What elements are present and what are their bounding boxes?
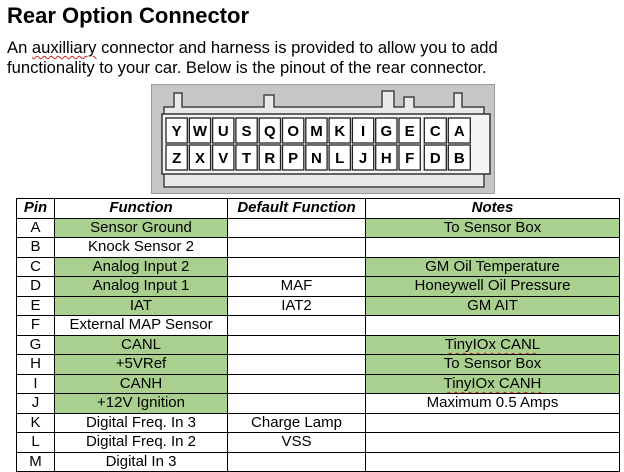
notes-cell: GM Oil Temperature xyxy=(366,257,620,277)
notes-cell xyxy=(366,433,620,453)
notes-text: TinyIOx CANH xyxy=(443,374,542,392)
default-function-cell: Charge Lamp xyxy=(228,413,366,433)
default-function-cell xyxy=(228,335,366,355)
pin-label-x: X xyxy=(194,150,205,167)
default-function-cell: VSS xyxy=(228,433,366,453)
default-function-cell xyxy=(228,355,366,375)
function-cell: Analog Input 1 xyxy=(55,277,228,297)
function-cell: Knock Sensor 2 xyxy=(55,238,228,258)
pin-label-f: F xyxy=(405,150,415,167)
table-row xyxy=(17,452,620,472)
function-cell: +5VRef xyxy=(55,355,228,375)
pin-label-p: P xyxy=(288,150,299,167)
notes-cell: Honeywell Oil Pressure xyxy=(366,277,620,297)
table-row xyxy=(17,316,620,336)
pin-label-d: D xyxy=(429,150,441,167)
default-function-cell: MAF xyxy=(228,277,366,297)
function-cell: Digital Freq. In 3 xyxy=(55,413,228,433)
connector-pinout-diagram xyxy=(151,84,495,194)
intro-line-2: functionality to your car. Below is the pinout of the rear connector. xyxy=(7,58,487,77)
function-cell: CANH xyxy=(55,374,228,394)
pin-label-r: R xyxy=(264,150,276,167)
pin-label-e: E xyxy=(404,123,415,140)
function-cell: External MAP Sensor xyxy=(55,316,228,336)
pin-cell: E xyxy=(17,296,55,316)
table-row xyxy=(17,257,620,277)
table-row xyxy=(17,355,620,375)
table-row xyxy=(17,394,620,414)
pin-label-z: Z xyxy=(172,150,182,167)
pin-label-l: L xyxy=(335,150,345,167)
table-row xyxy=(17,374,620,394)
header-pin: Pin xyxy=(17,199,55,219)
pin-label-n: N xyxy=(311,150,322,167)
table-row xyxy=(17,335,620,355)
function-cell: Digital Freq. In 2 xyxy=(55,433,228,453)
default-function-cell xyxy=(228,374,366,394)
intro-paragraph xyxy=(7,38,619,78)
notes-cell xyxy=(366,335,620,355)
pin-cell: M xyxy=(17,452,55,472)
pin-label-h: H xyxy=(380,150,392,167)
notes-cell xyxy=(366,452,620,472)
pin-label-v: V xyxy=(218,150,229,167)
notes-cell xyxy=(366,374,620,394)
pin-label-k: K xyxy=(334,123,346,140)
pin-label-q: Q xyxy=(264,123,276,140)
header-function: Function xyxy=(55,199,228,219)
default-function-cell xyxy=(228,257,366,277)
pin-cell: C xyxy=(17,257,55,277)
function-cell: Sensor Ground xyxy=(55,218,228,238)
default-function-cell xyxy=(228,452,366,472)
table-row xyxy=(17,238,620,258)
function-cell: +12V Ignition xyxy=(55,394,228,414)
intro-line-1-text: An auxilliary connector and harness is provided to allow you to add xyxy=(7,38,498,57)
table-row xyxy=(17,433,620,453)
pin-label-g: G xyxy=(380,123,393,140)
pin-label-u: U xyxy=(217,123,229,140)
pin-label-j: J xyxy=(358,150,368,167)
default-function-cell xyxy=(228,394,366,414)
table-row xyxy=(17,413,620,433)
misspelled-word: auxilliary xyxy=(31,38,97,57)
pinout-table xyxy=(16,198,620,472)
pin-label-c: C xyxy=(429,123,441,140)
pin-cell: D xyxy=(17,277,55,297)
table-header-row xyxy=(17,199,620,219)
header-notes: Notes xyxy=(366,199,620,219)
pin-cell: G xyxy=(17,335,55,355)
table-row xyxy=(17,277,620,297)
default-function-cell xyxy=(228,316,366,336)
pin-label-i: I xyxy=(360,123,366,140)
notes-cell xyxy=(366,413,620,433)
pin-cell: K xyxy=(17,413,55,433)
table-row xyxy=(17,218,620,238)
pin-label-a: A xyxy=(453,123,465,140)
pin-label-w: W xyxy=(192,123,208,140)
default-function-cell xyxy=(228,218,366,238)
pin-cell: L xyxy=(17,433,55,453)
function-cell: Analog Input 2 xyxy=(55,257,228,277)
pin-cell: J xyxy=(17,394,55,414)
notes-cell: GM AIT xyxy=(366,296,620,316)
table-row xyxy=(17,296,620,316)
pin-cell: F xyxy=(17,316,55,336)
function-cell: CANL xyxy=(55,335,228,355)
header-default-function: Default Function xyxy=(228,199,366,219)
pin-label-m: M xyxy=(310,123,323,140)
function-cell: IAT xyxy=(55,296,228,316)
pin-cell: I xyxy=(17,374,55,394)
notes-cell: Maximum 0.5 Amps xyxy=(366,394,620,414)
notes-cell: To Sensor Box xyxy=(366,218,620,238)
pin-label-t: T xyxy=(241,150,252,167)
pin-cell: B xyxy=(17,238,55,258)
default-function-cell: IAT2 xyxy=(228,296,366,316)
function-cell: Digital In 3 xyxy=(55,452,228,472)
pin-cell: H xyxy=(17,355,55,375)
pin-label-b: B xyxy=(453,150,465,167)
intro-line-1 xyxy=(7,38,619,58)
pin-cell: A xyxy=(17,218,55,238)
notes-text: TinyIOx CANL xyxy=(444,335,541,353)
notes-cell xyxy=(366,316,620,336)
notes-cell xyxy=(366,238,620,258)
default-function-cell xyxy=(228,238,366,258)
notes-cell: To Sensor Box xyxy=(366,355,620,375)
pin-label-o: O xyxy=(287,123,299,140)
page-title: Rear Option Connector xyxy=(7,3,250,28)
connector-drawing xyxy=(152,85,496,195)
pin-label-s: S xyxy=(241,123,252,140)
pin-label-y: Y xyxy=(171,123,182,140)
